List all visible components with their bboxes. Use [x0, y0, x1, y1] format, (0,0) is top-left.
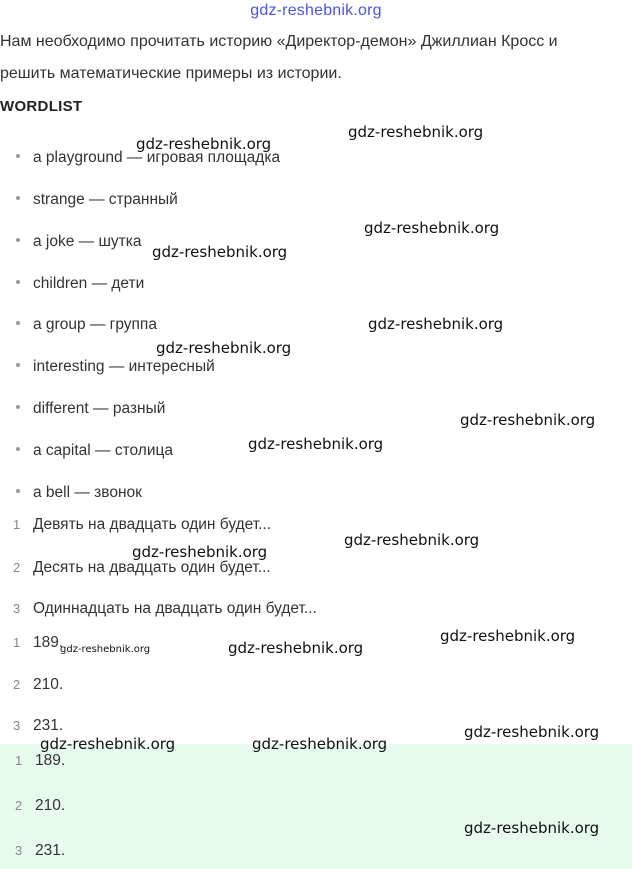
watermark: gdz-reshebnik.org	[464, 819, 600, 837]
watermark: gdz-reshebnik.org	[60, 644, 151, 655]
answer-text: 210.	[33, 676, 64, 693]
wordlist-item	[16, 484, 142, 502]
answer-text: 189.	[35, 752, 66, 769]
bullet-icon	[16, 447, 20, 451]
wordlist-item	[16, 442, 173, 460]
bullet-icon	[16, 238, 20, 242]
wordlist-item-text: children — дети	[33, 275, 145, 292]
question-item	[13, 559, 271, 577]
answer-item	[13, 717, 63, 735]
answer-item	[13, 676, 63, 694]
question-text: Одиннадцать на двадцать один будет...	[33, 600, 317, 617]
intro-line-2: решить математические примеры из истории.	[0, 65, 342, 82]
question-item	[13, 600, 317, 618]
wordlist-item	[16, 275, 144, 293]
watermark: gdz-reshebnik.org	[440, 627, 576, 645]
watermark: gdz-reshebnik.org	[460, 411, 596, 429]
wordlist-item-text: different — разный	[33, 400, 166, 417]
bullet-icon	[16, 280, 20, 284]
answer-number: 2	[15, 798, 23, 813]
wordlist-item-text: a playground — игровая площадка	[33, 149, 281, 166]
answer-number: 3	[13, 718, 21, 733]
watermark: gdz-reshebnik.org	[248, 435, 384, 453]
wordlist-item	[16, 233, 142, 251]
question-text: Девять на двадцать один будет...	[33, 516, 272, 533]
wordlist-item	[16, 400, 165, 418]
answer-highlight-item	[15, 842, 65, 860]
bullet-icon	[16, 363, 20, 367]
question-text: Десять на двадцать один будет...	[33, 559, 271, 576]
watermark: gdz-reshebnik.org	[228, 639, 364, 657]
answer-text: 231.	[35, 842, 66, 859]
answer-number: 2	[13, 677, 21, 692]
watermark: gdz-reshebnik.org	[132, 543, 268, 561]
answer-number: 3	[15, 843, 23, 858]
watermark: gdz-reshebnik.org	[40, 735, 176, 753]
wordlist-item-text: interesting — интересный	[33, 358, 215, 375]
intro-line-1: Нам необходимо прочитать историю «Директор-демон» Джиллиан Кросс и	[0, 33, 558, 50]
bullet-icon	[16, 405, 20, 409]
watermark: gdz-reshebnik.org	[368, 315, 504, 333]
bullet-icon	[16, 154, 20, 158]
question-number: 2	[13, 560, 21, 575]
wordlist-item-text: a bell — звонок	[33, 484, 142, 501]
wordlist-item-text: a capital — столица	[33, 442, 173, 459]
site-header-link[interactable]: gdz-reshebnik.org	[250, 2, 382, 19]
watermark: gdz-reshebnik.org	[464, 723, 600, 741]
answer-text: 210.	[35, 797, 66, 814]
answer-number: 1	[13, 635, 21, 650]
bullet-icon	[16, 489, 20, 493]
question-number: 3	[13, 601, 21, 616]
bullet-icon	[16, 196, 20, 200]
wordlist-item-text: a group — группа	[33, 316, 157, 333]
answer-text: 189.	[33, 634, 64, 651]
watermark: gdz-reshebnik.org	[348, 123, 484, 141]
answer-highlight-block	[0, 744, 632, 869]
wordlist-item	[16, 358, 215, 376]
answer-number: 1	[15, 753, 23, 768]
bullet-icon	[16, 321, 20, 325]
watermark: gdz-reshebnik.org	[364, 219, 500, 237]
answer-highlight-item	[15, 797, 65, 815]
watermark: gdz-reshebnik.org	[344, 531, 480, 549]
answer-text: 231.	[33, 717, 64, 734]
wordlist-item	[16, 316, 157, 334]
answer-highlight-item	[15, 752, 65, 770]
wordlist-heading: WORDLIST	[0, 98, 83, 115]
wordlist-item-text: a joke — шутка	[33, 233, 142, 250]
wordlist-item-text: strange — странный	[33, 191, 178, 208]
wordlist-item	[16, 191, 178, 209]
answer-item	[13, 634, 63, 652]
question-number: 1	[13, 517, 21, 532]
watermark: gdz-reshebnik.org	[152, 243, 288, 261]
watermark: gdz-reshebnik.org	[136, 135, 272, 153]
watermark: gdz-reshebnik.org	[252, 735, 388, 753]
watermark: gdz-reshebnik.org	[156, 339, 292, 357]
question-item	[13, 516, 271, 534]
